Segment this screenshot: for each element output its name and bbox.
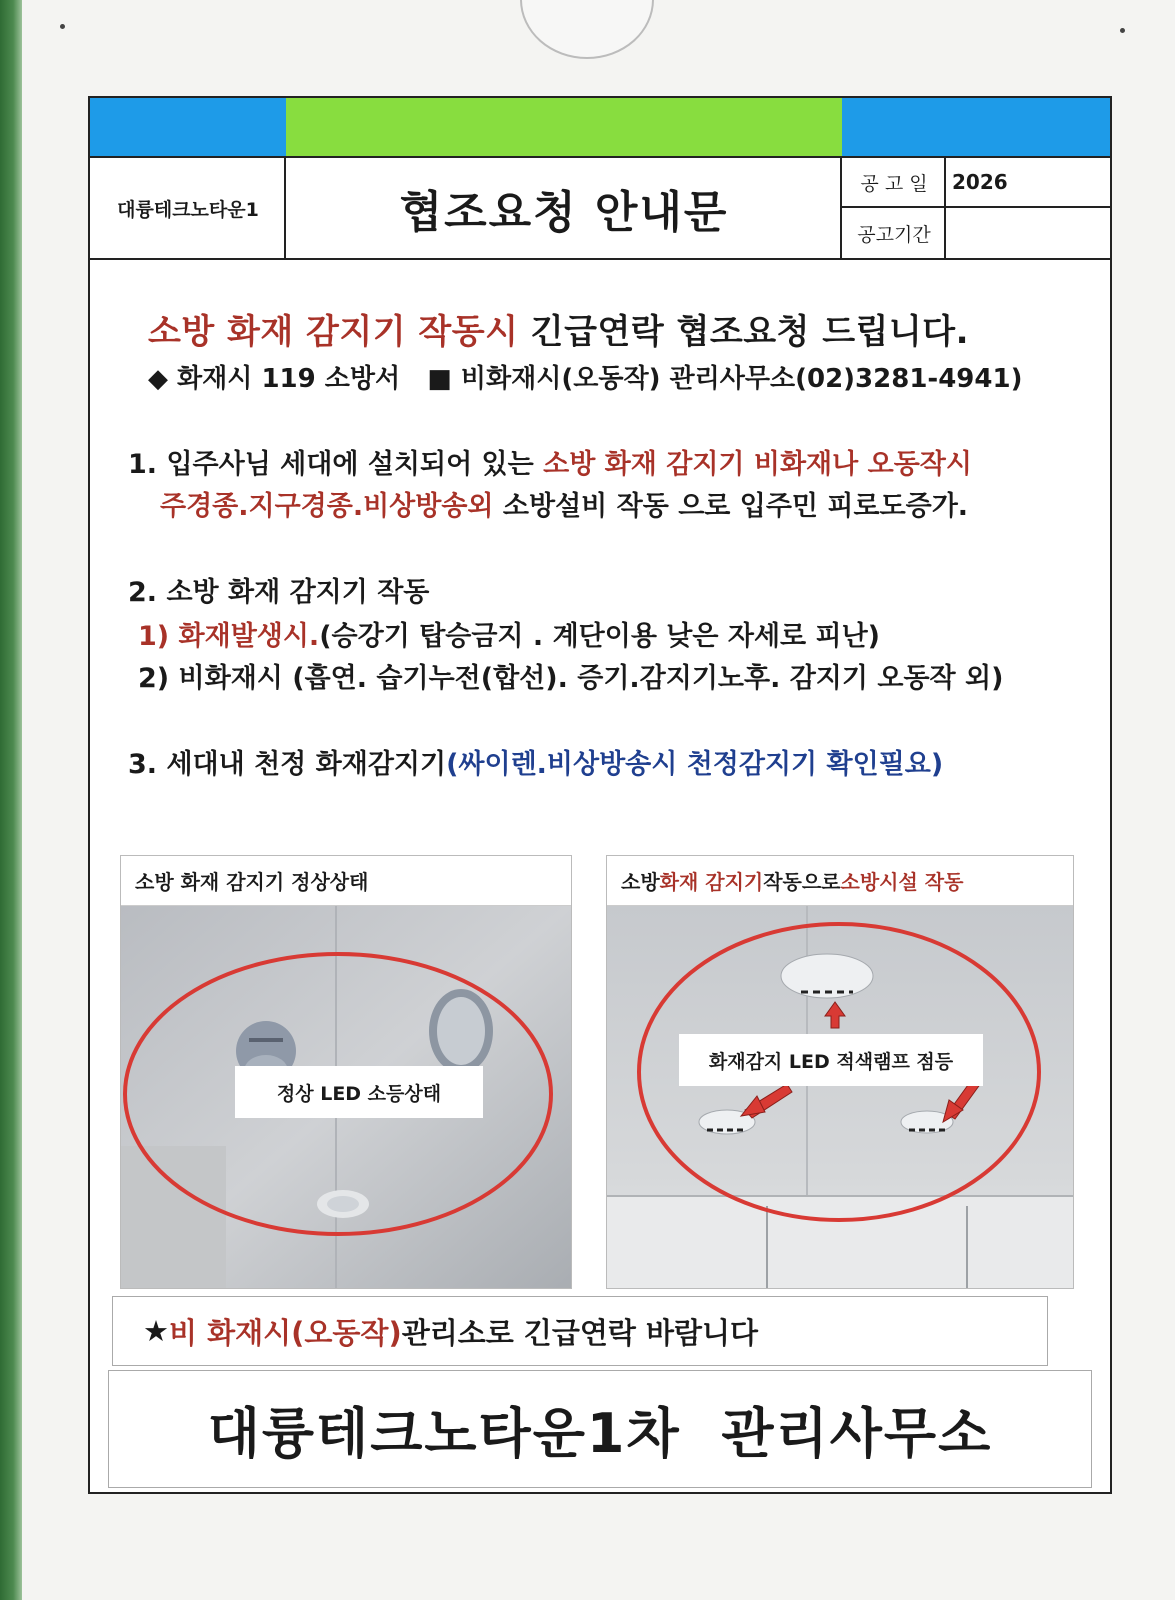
notice-date-value: 2026 bbox=[952, 170, 1008, 194]
heat-detector-icon bbox=[429, 989, 493, 1073]
section2-item2: 2) 비화재시 (흡연. 습기누전(합선). 증기.감지기노후. 감지기 오동작 외) bbox=[138, 663, 1004, 694]
emergency-contact-notice: ★ 비 화재시(오동작) 관리소로 긴급연락 바람니다 bbox=[112, 1296, 1048, 1366]
headline bbox=[148, 304, 969, 353]
speaker-icon bbox=[317, 1190, 369, 1218]
punch-hole bbox=[520, 0, 654, 59]
photo-active-state bbox=[606, 855, 1074, 1289]
smoke-detector-icon bbox=[781, 954, 873, 998]
photo-caption: 소방 화재 감지기 정상상태 bbox=[121, 856, 571, 906]
notice-date-label: 공 고 일 bbox=[860, 172, 928, 195]
fire-contact: ◆ 화재시 119 소방서 bbox=[148, 364, 401, 394]
page-title: 협조요청 안내문 bbox=[399, 187, 729, 238]
notice-sheet bbox=[88, 96, 1112, 1494]
contact-line bbox=[148, 358, 1022, 395]
header-table bbox=[90, 156, 1110, 260]
headline-text: 긴급연락 협조요청 드립니다. bbox=[518, 312, 970, 352]
headline-emphasis: 소방 화재 감지기 작동시 bbox=[148, 312, 519, 352]
section1-line2: 주경종.지구경종.비상방송외 소방설비 작동 으로 입주민 피로도증가. bbox=[160, 491, 969, 522]
section1-line1: 1. 입주사님 세대에 설치되어 있는 소방 화재 감지기 비화재나 오동작시 bbox=[128, 449, 972, 480]
nonfire-contact: ■ 비화재시(오동작) 관리사무소(02)3281-4941) bbox=[427, 364, 1023, 394]
organization-name: 대륭테크노타운1 bbox=[117, 198, 259, 221]
notice-period-value bbox=[946, 208, 1110, 258]
ceiling-photo bbox=[121, 906, 571, 1288]
led-status-tag: 정상 LED 소등상태 bbox=[235, 1066, 483, 1118]
photo-normal-state bbox=[120, 855, 572, 1289]
section2-title: 2. 소방 화재 감지기 작동 bbox=[128, 577, 430, 608]
dust-dot bbox=[1120, 28, 1125, 33]
section2-item1: 1) 화재발생시.(승강기 탑승금지 . 계단이용 낮은 자세로 피난) bbox=[138, 621, 881, 652]
header-band-blue-right bbox=[842, 98, 1110, 156]
photo-caption: 소방 화재 감지기 작동으로 소방시설 작동 bbox=[607, 856, 1073, 906]
star-icon: ★ bbox=[143, 1314, 169, 1348]
notice-period-label: 공고기간 bbox=[857, 223, 931, 246]
dust-dot bbox=[60, 24, 65, 29]
footer-office-name: 대륭테크노타운1차 관리사무소 bbox=[108, 1370, 1092, 1488]
header-band-green bbox=[286, 98, 842, 156]
ceiling-photo bbox=[607, 906, 1073, 1288]
led-status-tag: 화재감지 LED 적색램프 점등 bbox=[679, 1034, 983, 1086]
section3-line: 3. 세대내 천정 화재감지기(싸이렌.비상방송시 천정감지기 확인필요) bbox=[128, 749, 944, 780]
folder-edge bbox=[0, 0, 22, 1600]
header-band-blue-left bbox=[90, 98, 286, 156]
